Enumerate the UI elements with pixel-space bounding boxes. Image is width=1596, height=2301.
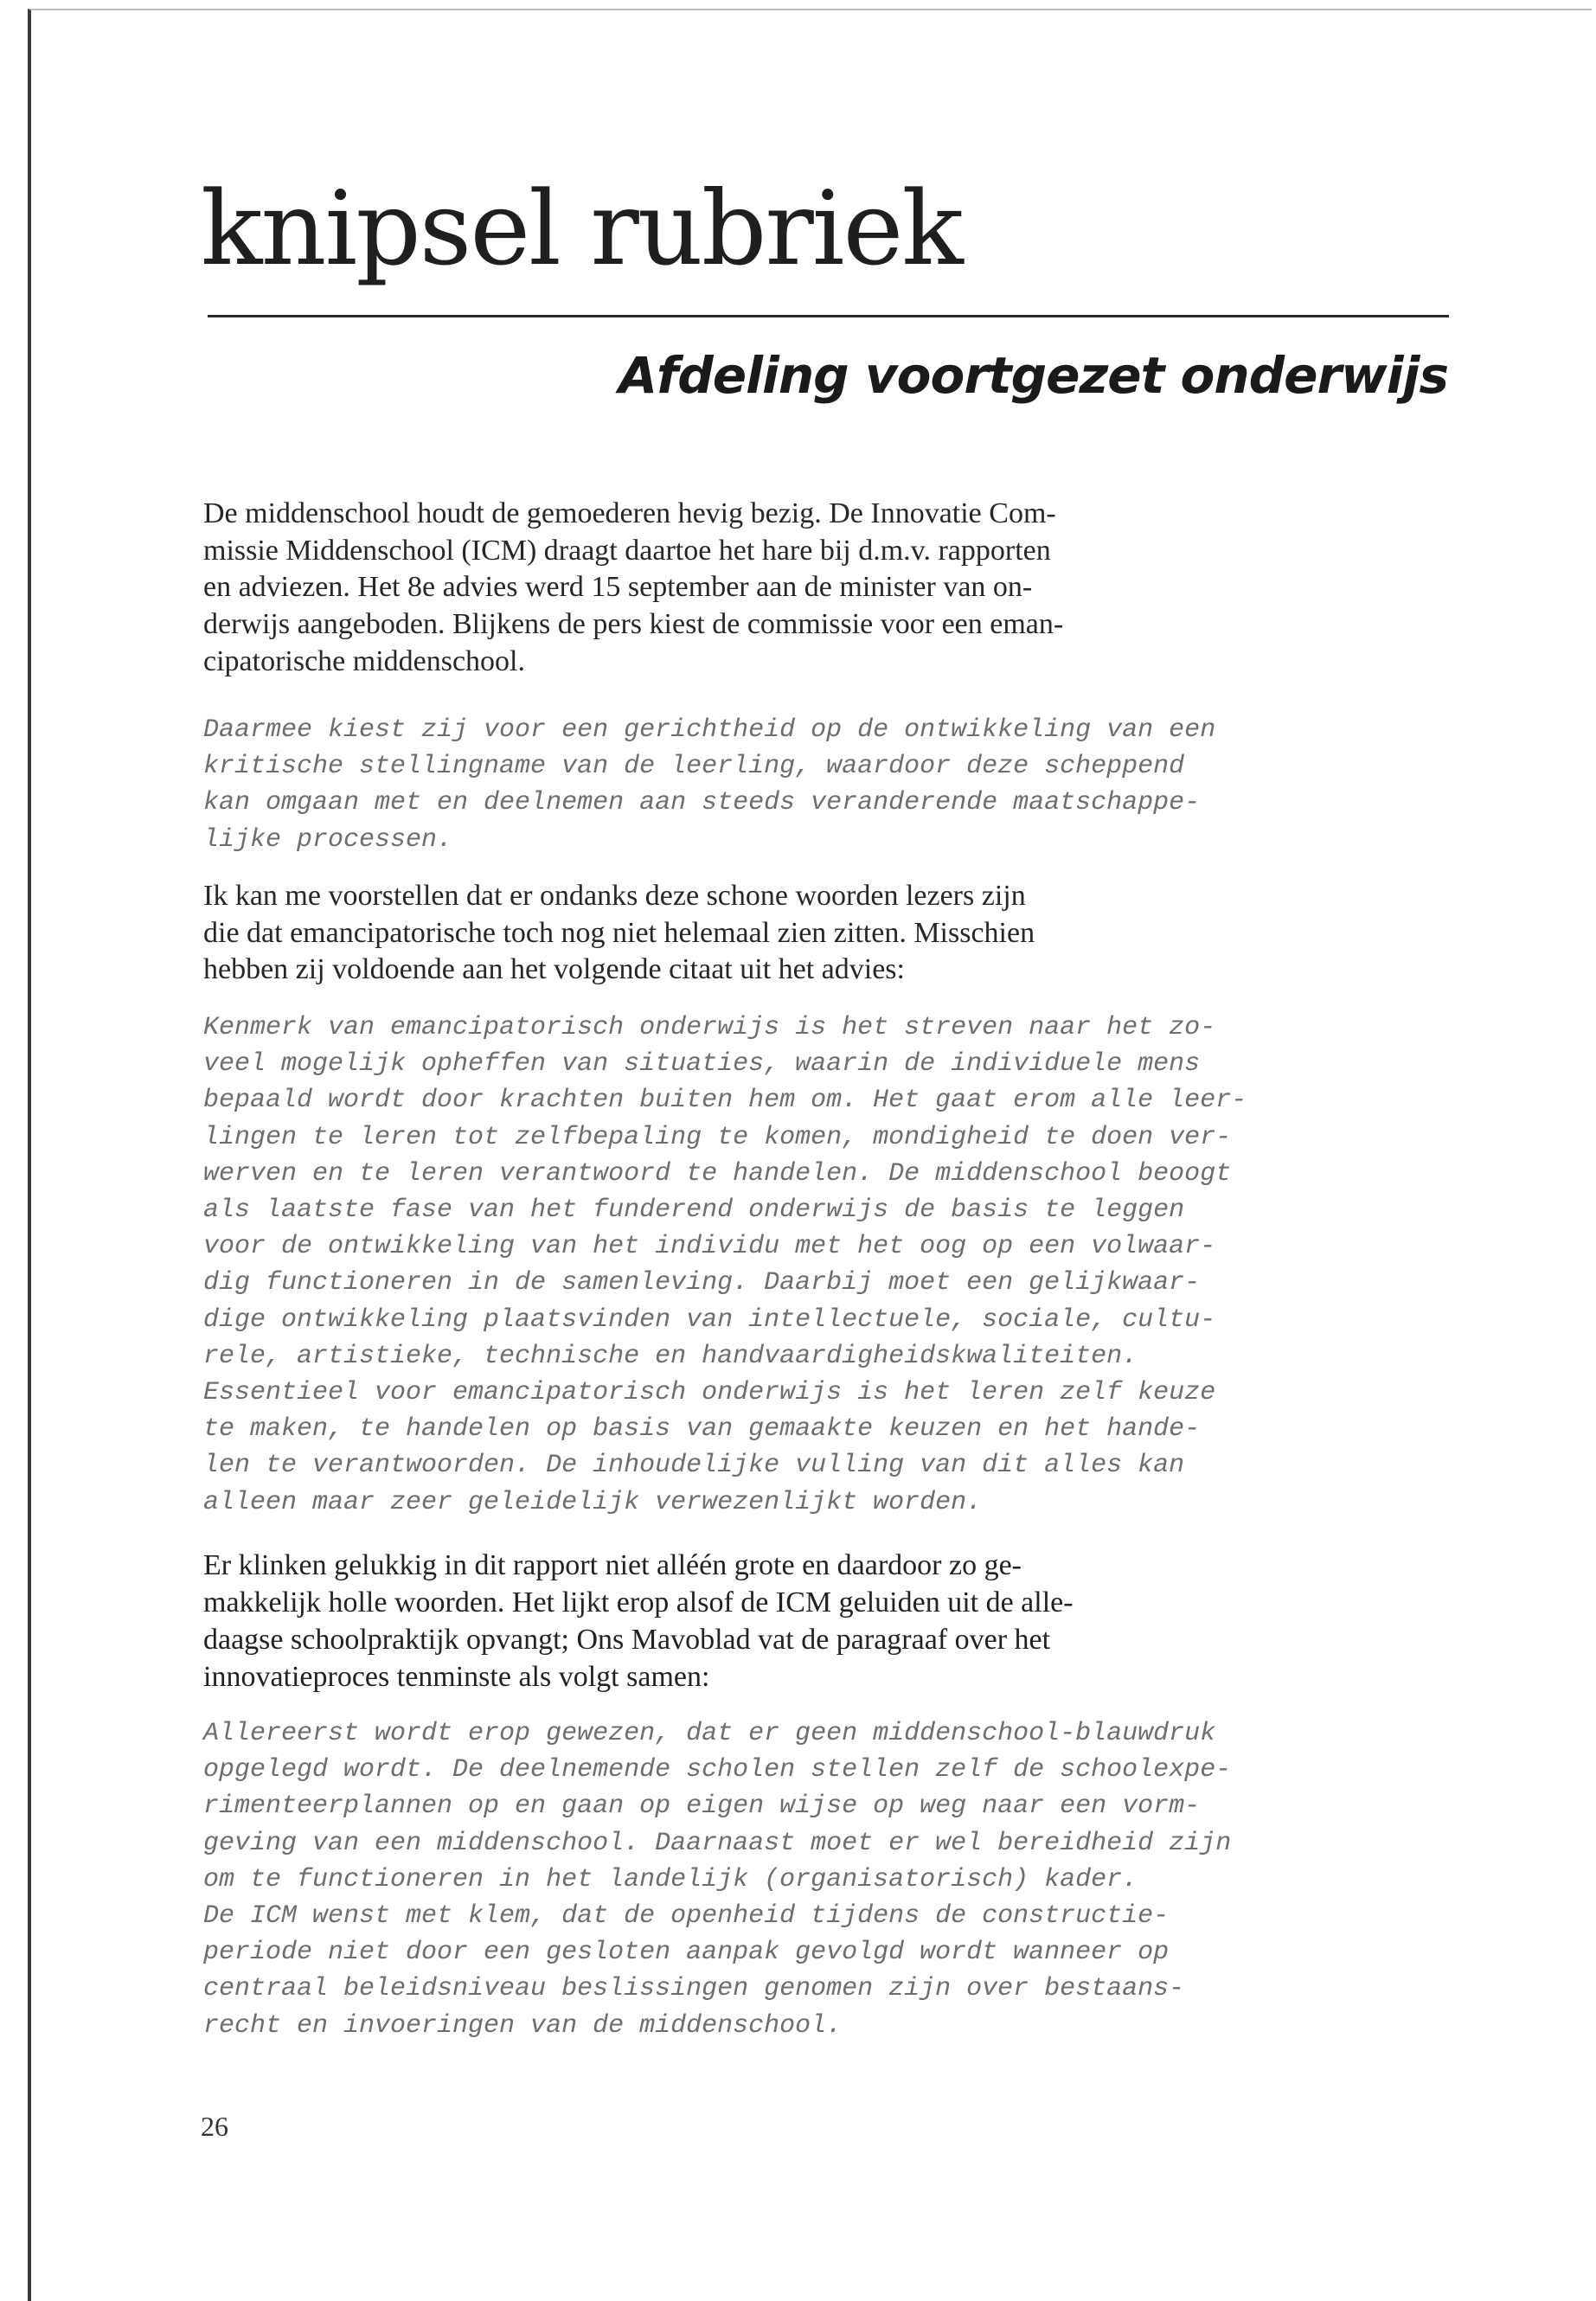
quote-line: dig functioneren in de samenleving. Daarbij moet een gelijkwaar- bbox=[203, 1268, 1201, 1298]
quote-line: te maken, te handelen op basis van gemaakte keuzen en het hande- bbox=[203, 1414, 1201, 1445]
paragraph-line: Ik kan me voorstellen dat er ondanks deze schone woorden lezers zijn bbox=[203, 880, 1026, 912]
paragraph-line: missie Middenschool (ICM) draagt daartoe het hare bij d.m.v. rapporten bbox=[203, 534, 1051, 567]
quote-line: rele, artistieke, technische en handvaardigheidskwaliteiten. bbox=[203, 1341, 1138, 1371]
paragraph-line: makkelijk holle woorden. Het lijkt erop alsof de ICM geluiden uit de alle- bbox=[203, 1586, 1074, 1618]
paragraph-line: daagse schoolpraktijk opvangt; Ons Mavoblad vat de paragraaf over het bbox=[203, 1624, 1051, 1656]
paragraph-line: en adviezen. Het 8e advies werd 15 september aan de minister van on- bbox=[203, 571, 1033, 604]
quote-advice bbox=[203, 1009, 1440, 1521]
quote-line: lingen te leren tot zelfbepaling te komen, mondigheid te doen ver- bbox=[203, 1122, 1232, 1152]
quote-line: kritische stellingname van de leerling, waardoor deze scheppend bbox=[203, 752, 1185, 782]
quote-line: centraal beleidsniveau beslissingen genomen zijn over bestaans- bbox=[203, 1974, 1185, 2004]
title-rule bbox=[208, 315, 1449, 317]
quote-line: alleen maar zeer geleidelijk verwezenlijkt worden. bbox=[203, 1487, 983, 1517]
quote-line: lijke processen. bbox=[203, 824, 453, 855]
quote-line: geving van een middenschool. Daarnaast moet er wel bereidheid zijn bbox=[203, 1828, 1232, 1858]
quote-line: periode niet door een gesloten aanpak gevolgd wordt wanneer op bbox=[203, 1938, 1170, 1968]
paragraph-intro bbox=[203, 496, 1440, 681]
paragraph-readers bbox=[203, 878, 1440, 989]
quote-line: als laatste fase van het funderend onderwijs de basis te leggen bbox=[203, 1195, 1185, 1226]
paragraph-line: De middenschool houdt de gemoederen hevig bezig. De Innovatie Com- bbox=[203, 497, 1056, 529]
quote-line: Allereerst wordt erop gewezen, dat er geen middenschool-blauwdruk bbox=[203, 1719, 1216, 1748]
quote-line: bepaald wordt door krachten buiten hem om. Het gaat erom alle leer- bbox=[203, 1086, 1247, 1116]
paragraph-line: hebben zij voldoende aan het volgende citaat uit het advies: bbox=[203, 953, 905, 986]
section-heading: Afdeling voortgezet onderwijs bbox=[619, 346, 1448, 405]
quote-line: om te functioneren in het landelijk (organisatorisch) kader. bbox=[203, 1864, 1138, 1894]
quote-line: kan omgaan met en deelnemen aan steeds veranderende maatschappe- bbox=[203, 788, 1201, 818]
quote-line: Kenmerk van emancipatorisch onderwijs is het streven naar het zo- bbox=[203, 1013, 1216, 1042]
quote-line: veel mogelijk opheffen van situaties, waarin de individuele mens bbox=[203, 1049, 1201, 1080]
quote-line: opgelegd wordt. De deelnemende scholen stellen zelf de schoolexpe- bbox=[203, 1755, 1232, 1785]
quote-line: recht en invoeringen van de middenschool. bbox=[203, 2010, 843, 2041]
paragraph-line: Er klinken gelukkig in dit rapport niet alléén grote en daardoor zo ge- bbox=[203, 1549, 1022, 1581]
quote-emancipation bbox=[203, 712, 1440, 858]
paragraph-line: innovatieproces tenminste als volgt samen: bbox=[203, 1661, 710, 1693]
quote-line: dige ontwikkeling plaatsvinden van intellectuele, sociale, cultu- bbox=[203, 1304, 1216, 1335]
paragraph-line: derwijs aangeboden. Blijkens de pers kiest de commissie voor een eman- bbox=[203, 608, 1064, 641]
quote-line: voor de ontwikkeling van het individu met het oog op een volwaar- bbox=[203, 1232, 1216, 1262]
page-title: knipsel rubriek bbox=[201, 169, 962, 288]
quote-line: De ICM wenst met klem, dat de openheid tijdens de constructie- bbox=[203, 1901, 1170, 1932]
quote-line: Daarmee kiest zij voor een gerichtheid op de ontwikkeling van een bbox=[203, 715, 1216, 745]
paragraph-rapport bbox=[203, 1547, 1440, 1695]
page-number: 26 bbox=[201, 2111, 228, 2142]
paragraph-line: cipatorische middenschool. bbox=[203, 644, 526, 677]
paragraph-line: die dat emancipatorische toch nog niet helemaal zien zitten. Misschien bbox=[203, 916, 1035, 949]
quote-line: len te verantwoorden. De inhoudelijke vulling van dit alles kan bbox=[203, 1451, 1185, 1481]
quote-mavoblad bbox=[203, 1715, 1440, 2044]
quote-line: werven en te leren verantwoord te handelen. De middenschool beoogt bbox=[203, 1158, 1232, 1189]
quote-line: Essentieel voor emancipatorisch onderwijs is het leren zelf keuze bbox=[203, 1378, 1216, 1408]
quote-line: rimenteerplannen op en gaan op eigen wijse op weg naar een vorm- bbox=[203, 1791, 1201, 1822]
